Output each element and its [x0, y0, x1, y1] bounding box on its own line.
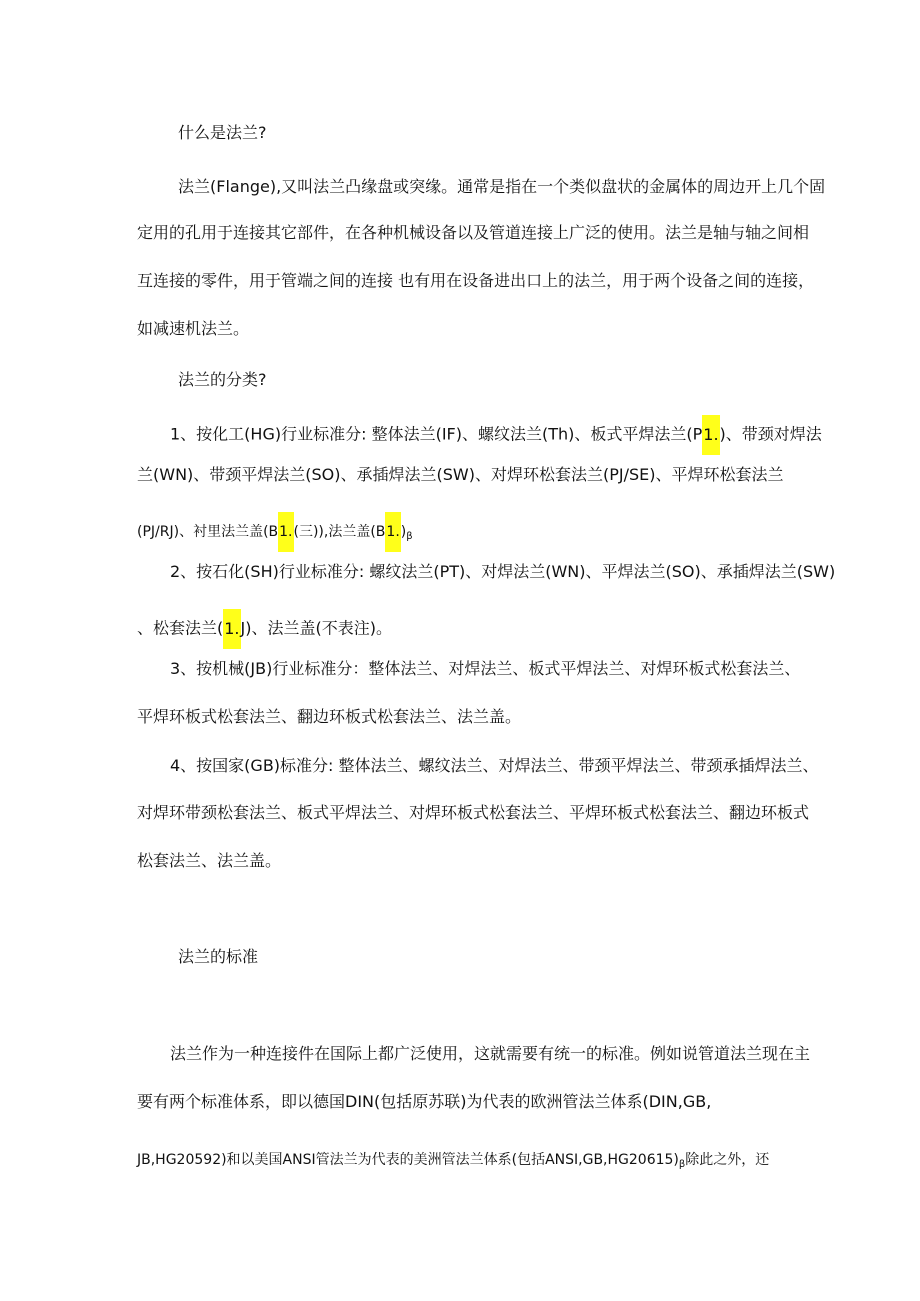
text-run: (三)),法兰盖(B	[293, 524, 386, 540]
highlight-mark: 1.	[385, 512, 400, 552]
text-run: 除此之外，还	[685, 1152, 770, 1168]
highlight-mark: 1.	[278, 512, 293, 552]
text-run: J)、法兰盖(不表注)。	[240, 618, 392, 638]
class-4-line-3: 松套法兰、法兰盖。	[137, 851, 282, 870]
class-3-line-2: 平焊环板式松套法兰、翻边环板式松套法兰、法兰盖。	[137, 707, 522, 726]
highlight-mark: 1.	[702, 415, 719, 455]
text-run: (PJ/RJ)、衬里法兰盖(B	[137, 524, 279, 540]
text-run: )	[400, 524, 407, 540]
class-1-line-1	[170, 415, 822, 455]
standards-line-1: 法兰作为一种连接件在国际上都广泛使用，这就需要有统一的标准。例如说管道法兰现在主	[170, 1044, 811, 1063]
paragraph-line: 如减速机法兰。	[137, 319, 250, 338]
highlight-mark: 1.	[223, 609, 240, 649]
standards-line-2: 要有两个标准体系，即以德国DIN(包括原苏联)为代表的欧洲管法兰体系(DIN,GB,	[137, 1092, 712, 1111]
text-run: JB,HG20592)和以美国ANSI管法兰为代表的美洲管法兰体系(包括ANSI,GB,HG20615)	[137, 1152, 679, 1168]
class-1-line-3	[137, 512, 413, 552]
paragraph-line: 法兰(Flange),又叫法兰凸缘盘或突缘。通常是指在一个类似盘状的金属体的周边开上几个固	[178, 177, 826, 196]
class-4-line-2: 对焊环带颈松套法兰、板式平焊法兰、对焊环板式松套法兰、平焊环板式松套法兰、翻边环板式	[137, 803, 810, 822]
heading-classification: 法兰的分类?	[178, 370, 267, 389]
text-run: 、松套法兰(	[137, 618, 224, 638]
class-2-line-1: 2、按石化(SH)行业标准分: 螺纹法兰(PT)、对焊法兰(WN)、平焊法兰(SO)、承插焊法兰(SW)	[170, 562, 836, 581]
class-3-line-1: 3、按机械(JB)行业标准分：整体法兰、对焊法兰、板式平焊法兰、对焊环板式松套法兰、	[170, 659, 801, 678]
paragraph-line: 定用的孔用于连接其它部件，在各种机械设备以及管道连接上广泛的使用。法兰是轴与轴之间相	[137, 223, 810, 242]
text-run: )、带颈对焊法	[719, 424, 822, 444]
class-2-line-2	[137, 609, 392, 649]
subscript-mark: β	[406, 531, 413, 542]
paragraph-line: 互连接的零件，用于管端之间的连接 也有用在设备进出口上的法兰，用于两个设备之间的连接，	[137, 271, 815, 290]
heading-flange-standards: 法兰的标准	[178, 947, 259, 966]
standards-line-3	[137, 1149, 769, 1176]
subscript-mark: β	[678, 1159, 686, 1170]
heading-what-is-flange: 什么是法兰?	[178, 123, 267, 142]
class-4-line-1: 4、按国家(GB)标准分: 整体法兰、螺纹法兰、对焊法兰、带颈平焊法兰、带颈承插焊法兰、	[170, 756, 819, 775]
text-run: 1、按化工(HG)行业标准分: 整体法兰(IF)、螺纹法兰(Th)、板式平焊法兰(P	[170, 424, 703, 444]
class-1-line-2: 兰(WN)、带颈平焊法兰(SO)、承插焊法兰(SW)、对焊环松套法兰(PJ/SE)、平焊环松套法兰	[137, 465, 784, 484]
